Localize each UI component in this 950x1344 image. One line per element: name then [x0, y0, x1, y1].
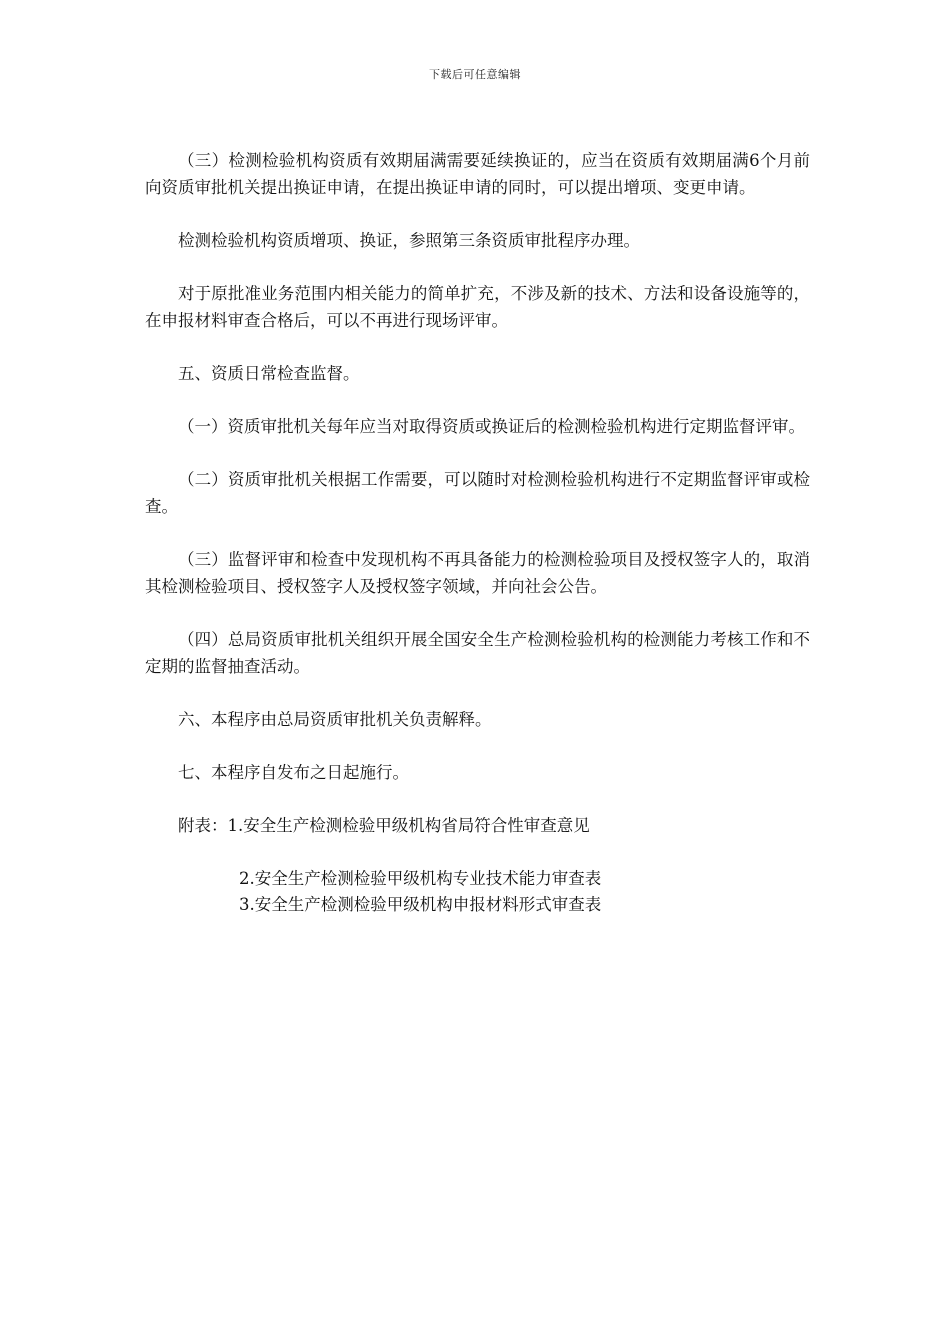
section-interpretation: 六、本程序由总局资质审批机关负责解释。 [178, 710, 492, 729]
paragraph-addition-renewal: 检测检验机构资质增项、换证，参照第三条资质审批程序办理。 [178, 231, 640, 250]
paragraph-revocation: （三）监督评审和检查中发现机构不再具备能力的检测检验项目及授权签字人的，取消其检测检验项目、授权签字人及授权签字领域，并向社会公告。 [145, 550, 810, 596]
paragraph-renewal: （三）检测检验机构资质有效期届满需要延续换证的，应当在资质有效期届满6个月前向资质审批机关提出换证申请，在提出换证申请的同时，可以提出增项、变更申请。 [145, 151, 810, 197]
paragraph-annual-review: （一）资质审批机关每年应当对取得资质或换证后的检测检验机构进行定期监督评审。 [178, 417, 805, 436]
appendix-item: 2.安全生产检测检验甲级机构专业技术能力审查表 [239, 869, 602, 888]
appendix-item: 3.安全生产检测检验甲级机构申报材料形式审查表 [239, 895, 602, 914]
paragraph-irregular-review: （二）资质审批机关根据工作需要，可以随时对检测检验机构进行不定期监督评审或检查。 [145, 470, 810, 516]
paragraph-capability-assessment: （四）总局资质审批机关组织开展全国安全生产检测检验机构的检测能力考核工作和不定期的监督抽查活动。 [145, 630, 810, 676]
section-effective-date: 七、本程序自发布之日起施行。 [178, 763, 409, 782]
appendix-list [145, 866, 810, 918]
paragraph-simple-expansion: 对于原批准业务范围内相关能力的简单扩充，不涉及新的技术、方法和设备设施等的，在申报材料审查合格后，可以不再进行现场评审。 [145, 284, 810, 330]
section-heading-inspection: 五、资质日常检查监督。 [178, 364, 360, 383]
document-body [145, 147, 810, 918]
page-header-note: 下载后可任意编辑 [429, 68, 521, 81]
appendix-first-item: 附表：1.安全生产检测检验甲级机构省局符合性审查意见 [178, 816, 590, 835]
